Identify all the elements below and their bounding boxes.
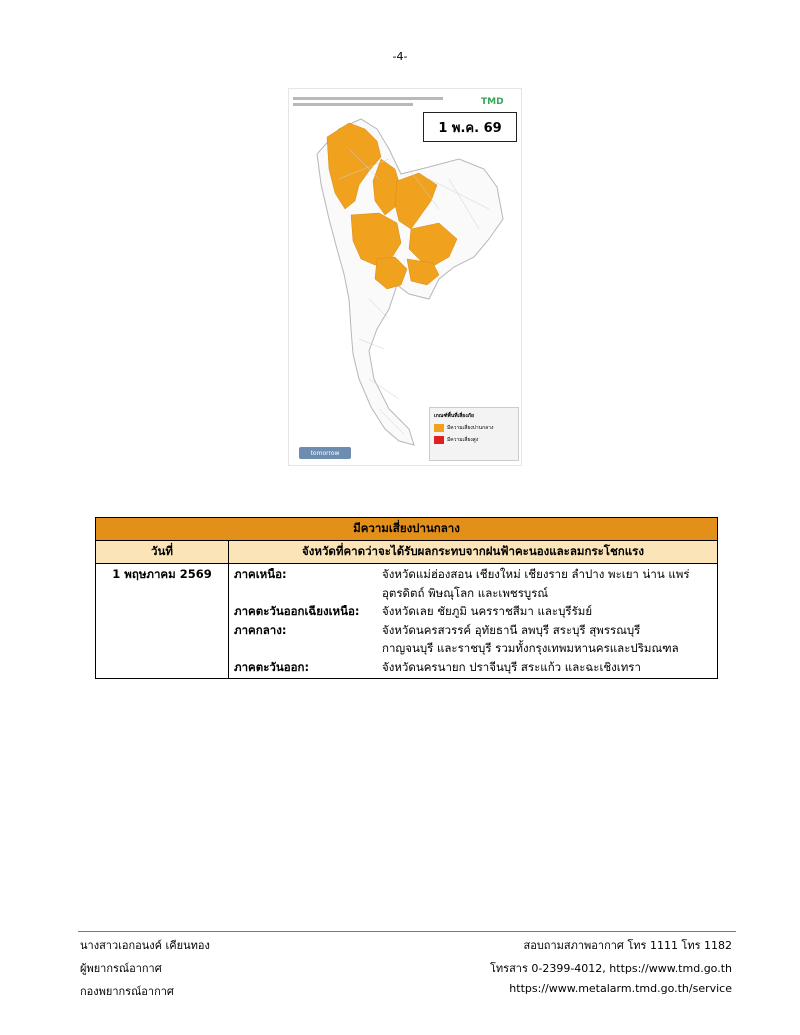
regions-cell <box>229 564 718 679</box>
map-date-label: 1 พ.ค. 69 <box>423 112 517 142</box>
tmd-logo: TMD <box>481 97 504 107</box>
contact-phone: สอบถามสภาพอากาศ โทร 1111 โทร 1182 <box>523 939 732 952</box>
col-header-date: วันที่ <box>96 541 229 564</box>
risk-map <box>288 88 522 466</box>
table-title: มีความเสี่ยงปานกลาง <box>96 518 718 541</box>
region-east: ภาคตะวันออก: <box>234 659 310 674</box>
date-cell: 1 พฤษภาคม 2569 <box>96 564 229 679</box>
risk-table <box>95 517 718 679</box>
orange-swatch <box>434 424 444 432</box>
map-legend <box>429 407 519 461</box>
page-number: -4- <box>392 50 408 63</box>
legend-item-moderate: มีความเสี่ยงปานกลาง <box>430 422 518 434</box>
forecaster-role: ผู้พยากรณ์อากาศ <box>80 962 162 975</box>
red-swatch <box>434 436 444 444</box>
provinces-north-1: จังหวัดแม่ฮ่องสอน เชียงใหม่ เชียงราย ลำปาง พะเยา น่าน แพร่ <box>382 567 690 581</box>
provinces-northeast: จังหวัดเลย ชัยภูมิ นครราชสีมา และบุรีรัมย์ <box>382 604 593 618</box>
provinces-central-1: จังหวัดนครสวรรค์ อุทัยธานี ลพบุรี สระบุรี สุพรรณบุรี <box>382 622 641 637</box>
region-central: ภาคกลาง: <box>234 622 287 637</box>
region-north: ภาคเหนือ: <box>234 567 287 581</box>
forecast-division: กองพยากรณ์อากาศ <box>80 985 174 998</box>
tomorrow-badge: tomorrow <box>299 447 351 459</box>
col-header-area: จังหวัดที่คาดว่าจะได้รับผลกระทบจากฝนฟ้าคะนองและลมกระโชกแรง <box>229 541 718 564</box>
region-northeast: ภาคตะวันออกเฉียงเหนือ: <box>234 604 360 618</box>
provinces-central-2: กาญจนบุรี และราชบุรี รวมทั้งกรุงเทพมหานครและปริมณฑล <box>382 641 679 655</box>
provinces-east: จังหวัดนครนายก ปราจีนบุรี สระแก้ว และฉะเชิงเทรา <box>382 659 641 674</box>
footer-divider <box>78 931 736 932</box>
service-link[interactable]: https://www.metalarm.tmd.go.th/service <box>509 982 732 995</box>
legend-title: เกณฑ์พื้นที่เสี่ยงภัย <box>434 413 474 419</box>
provinces-north-2: อุตรดิตถ์ พิษณุโลก และเพชรบูรณ์ <box>382 585 549 600</box>
contact-fax-web: โทรสาร 0-2399-4012, https://www.tmd.go.th <box>490 962 732 975</box>
forecaster-name: นางสาวเอกอนงค์ เคียนทอง <box>80 939 210 952</box>
legend-item-high: มีความเสี่ยงสูง <box>430 434 518 446</box>
table-row <box>96 564 718 679</box>
